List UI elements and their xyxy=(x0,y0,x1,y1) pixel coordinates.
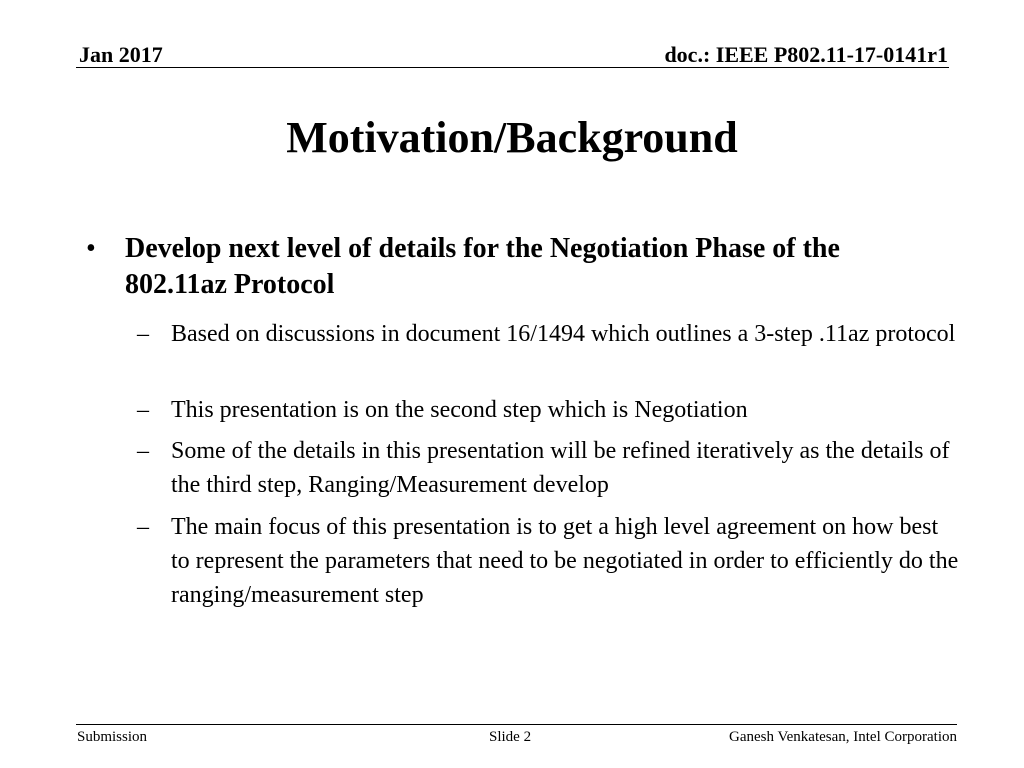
dash-icon: – xyxy=(137,397,149,423)
footer-slide-number: Slide 2 xyxy=(489,729,532,745)
sub-bullet-item xyxy=(137,434,961,502)
sub-bullet-text: This presentation is on the second step which is Negotiation xyxy=(171,397,748,423)
sub-bullet-item xyxy=(137,510,961,612)
bullet-text: Develop next level of details for the Negotiation Phase of the 802.11az Protocol xyxy=(125,233,840,300)
bullet-item xyxy=(86,231,925,303)
footer-divider xyxy=(76,724,957,725)
sub-bullet-text: Some of the details in this presentation will be refined iteratively as the details of the third step, Ranging/Measurement develop xyxy=(171,438,950,498)
dash-icon: – xyxy=(137,321,149,347)
dash-icon: – xyxy=(137,514,149,540)
bullet-dot-icon: • xyxy=(86,233,96,264)
footer-submission: Submission xyxy=(77,729,148,745)
sub-bullet-text: The main focus of this presentation is to get a high level agreement on how best to represent the parameters that need to be negotiated in order to efficiently do the ranging/measurement step xyxy=(171,514,959,608)
sub-bullet-item xyxy=(137,393,961,427)
header-document-id: doc.: IEEE P802.11-17-0141r1 xyxy=(664,42,948,67)
dash-icon: – xyxy=(137,438,149,464)
slide-title: Motivation/Background xyxy=(286,113,738,162)
footer-author: Ganesh Venkatesan, Intel Corporation xyxy=(729,729,957,745)
sub-bullet-text: Based on discussions in document 16/1494 which outlines a 3-step .11az protocol xyxy=(171,321,956,347)
sub-bullet-item xyxy=(137,317,961,351)
header-date: Jan 2017 xyxy=(79,42,163,67)
